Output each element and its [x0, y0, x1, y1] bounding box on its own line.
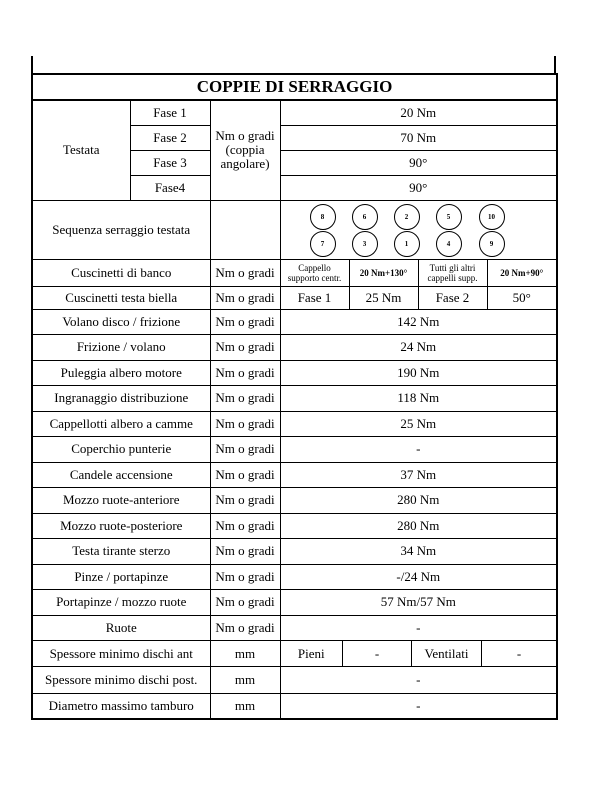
torque-row-label: Frizione / volano	[32, 335, 210, 361]
torque-row	[32, 335, 557, 361]
testata-phase-value: 20 Nm	[280, 100, 557, 125]
torque-row-unit: Nm o gradi	[210, 411, 280, 437]
torque-row	[32, 488, 557, 514]
dischi-ant-cell-2: -	[343, 641, 412, 666]
torque-row	[32, 564, 557, 590]
banco-label: Cuscinetti di banco	[32, 259, 210, 286]
bolt-circle: 6	[352, 204, 378, 230]
torque-row-label: Mozzo ruote-posteriore	[32, 513, 210, 539]
testata-row-1	[32, 100, 557, 125]
bolt-circle: 5	[436, 204, 462, 230]
dischi-post-label: Spessore minimo dischi post.	[32, 667, 210, 694]
torque-row-value: 280 Nm	[280, 488, 557, 514]
torque-row-label: Ingranaggio distribuzione	[32, 386, 210, 412]
torque-row-unit: Nm o gradi	[210, 488, 280, 514]
torque-row-label: Testa tirante sterzo	[32, 539, 210, 565]
banco-cell-2: 20 Nm+130°	[349, 259, 418, 286]
torque-row-label: Volano disco / frizione	[32, 309, 210, 335]
testata-phase-label: Fase 3	[130, 150, 210, 175]
testata-phase-value: 70 Nm	[280, 125, 557, 150]
bolt-circle: 1	[394, 231, 420, 257]
bolt-circle: 8	[310, 204, 336, 230]
torque-row	[32, 539, 557, 565]
torque-row-value: 190 Nm	[280, 360, 557, 386]
dischi-ant-cell-4: -	[482, 641, 557, 666]
banco-cell-4: 20 Nm+90°	[487, 259, 557, 286]
biella-row	[32, 286, 557, 309]
bolt-circle: 10	[479, 204, 505, 230]
torque-row	[32, 360, 557, 386]
torque-row-value: -	[280, 615, 557, 641]
biella-cell-4: 50°	[487, 286, 557, 309]
biella-label: Cuscinetti testa biella	[32, 286, 210, 309]
bolt-circle: 7	[310, 231, 336, 257]
torque-row-unit: Nm o gradi	[210, 335, 280, 361]
testata-phase-label: Fase4	[130, 175, 210, 200]
right-border-line	[554, 56, 556, 73]
torque-row-value: 57 Nm/57 Nm	[280, 590, 557, 616]
dischi-ant-cell-3: Ventilati	[412, 641, 482, 666]
dischi-ant-cell-1: Pieni	[297, 645, 325, 661]
dischi-ant-row	[32, 641, 557, 667]
torque-row-unit: Nm o gradi	[210, 386, 280, 412]
bolt-circle: 3	[352, 231, 378, 257]
torque-row-value: -/24 Nm	[280, 564, 557, 590]
testata-phase-label: Fase 1	[130, 100, 210, 125]
dischi-ant-label: Spessore minimo dischi ant	[32, 641, 210, 667]
bolt-circle: 4	[436, 231, 462, 257]
title-row	[32, 74, 557, 100]
bolt-circle: 2	[394, 204, 420, 230]
table-title: COPPIE DI SERRAGGIO	[32, 74, 557, 100]
biella-cell-1: Fase 1	[280, 286, 349, 309]
torque-row-label: Ruote	[32, 615, 210, 641]
tamburo-row	[32, 694, 557, 719]
torque-row-value: -	[280, 437, 557, 463]
sequence-diagram-cell	[280, 200, 557, 259]
banco-unit: Nm o gradi	[210, 259, 280, 286]
dischi-ant-cells	[280, 641, 557, 667]
dischi-ant-unit: mm	[210, 641, 280, 667]
torque-row-unit: Nm o gradi	[210, 309, 280, 335]
bolt-sequence-diagram	[281, 202, 557, 258]
biella-cell-2: 25 Nm	[349, 286, 418, 309]
bolt-circle: 9	[479, 231, 505, 257]
torque-row-label: Portapinze / mozzo ruote	[32, 590, 210, 616]
torque-row-value: 25 Nm	[280, 411, 557, 437]
testata-label: Testata	[32, 100, 130, 200]
torque-row-unit: Nm o gradi	[210, 437, 280, 463]
torque-row	[32, 386, 557, 412]
tamburo-label: Diametro massimo tamburo	[32, 694, 210, 719]
sequence-unit-empty	[210, 200, 280, 259]
torque-row-unit: Nm o gradi	[210, 360, 280, 386]
torque-row-unit: Nm o gradi	[210, 564, 280, 590]
tamburo-unit: mm	[210, 694, 280, 719]
torque-row-label: Coperchio punterie	[32, 437, 210, 463]
torque-row-value: 280 Nm	[280, 513, 557, 539]
torque-row-value: 34 Nm	[280, 539, 557, 565]
torque-row	[32, 411, 557, 437]
torque-row	[32, 462, 557, 488]
torque-row-label: Candele accensione	[32, 462, 210, 488]
torque-table	[31, 73, 558, 720]
biella-unit: Nm o gradi	[210, 286, 280, 309]
torque-row-unit: Nm o gradi	[210, 539, 280, 565]
simple-rows-body	[32, 309, 557, 641]
left-border-line	[31, 56, 33, 73]
torque-row-unit: Nm o gradi	[210, 615, 280, 641]
dischi-post-unit: mm	[210, 667, 280, 694]
torque-row	[32, 513, 557, 539]
dischi-post-row	[32, 667, 557, 694]
torque-row-value: 24 Nm	[280, 335, 557, 361]
banco-cell-1: Cappello supporto centr.	[280, 259, 349, 286]
torque-row-label: Pinze / portapinze	[32, 564, 210, 590]
torque-row-unit: Nm o gradi	[210, 590, 280, 616]
torque-row	[32, 437, 557, 463]
torque-row-label: Mozzo ruote-anteriore	[32, 488, 210, 514]
testata-phase-value: 90°	[280, 175, 557, 200]
dischi-post-value: -	[280, 667, 557, 694]
torque-row-label: Puleggia albero motore	[32, 360, 210, 386]
torque-row-label: Cappellotti albero a camme	[32, 411, 210, 437]
banco-cell-3: Tutti gli altri cappelli supp.	[418, 259, 487, 286]
dischi-ant-inner	[281, 641, 557, 666]
testata-phase-value: 90°	[280, 150, 557, 175]
sequence-row	[32, 200, 557, 259]
torque-row-unit: Nm o gradi	[210, 513, 280, 539]
torque-row-value: 118 Nm	[280, 386, 557, 412]
sequence-label: Sequenza serraggio testata	[32, 200, 210, 259]
torque-row	[32, 309, 557, 335]
testata-unit: Nm o gradi (coppia angolare)	[210, 100, 280, 200]
torque-row-value: 142 Nm	[280, 309, 557, 335]
testata-phase-label: Fase 2	[130, 125, 210, 150]
torque-row	[32, 615, 557, 641]
torque-row-value: 37 Nm	[280, 462, 557, 488]
banco-row	[32, 259, 557, 286]
torque-row-unit: Nm o gradi	[210, 462, 280, 488]
tamburo-value: -	[280, 694, 557, 719]
biella-cell-3: Fase 2	[418, 286, 487, 309]
torque-row	[32, 590, 557, 616]
